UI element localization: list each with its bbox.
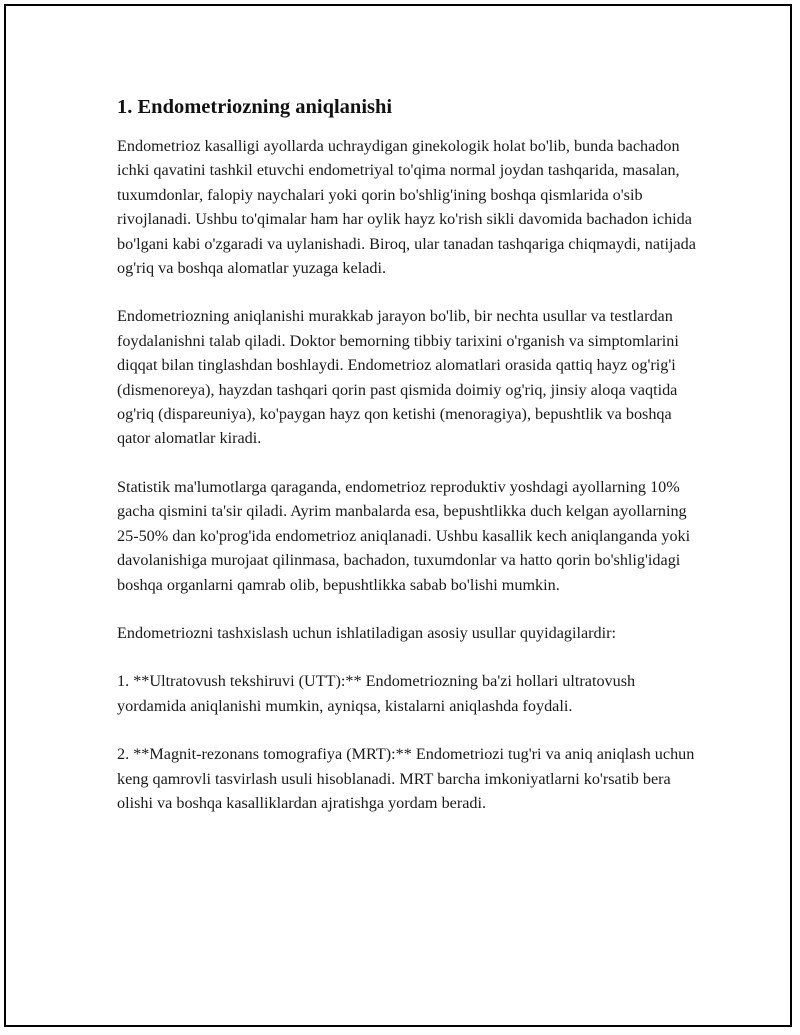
paragraph-diagnosis: Endometriozning aniqlanishi murakkab jarayon bo'lib, bir nechta usullar va testlardan foydalanishni talab qiladi. Doktor bemorning tibbiy tarixini o'rganish va simptomlarini diqqat bilan tinglashdan boshlaydi. Endometrioz alomatlari orasida qattiq hayz og'rig'i (dismenoreya), hayzdan tashqari qorin past qismida doimiy og'riq, jinsiy aloqa vaqtida og'riq (dispareuniya), ko'paygan hayz qon ketishi (menoragiya), bepushtlik va boshqa qator alomatlar kiradi. [117, 307, 679, 448]
paragraph-statistics: Statistik ma'lumotlarga qaraganda, endometrioz reproduktiv yoshdagi ayollarning 10% gacha qismini ta'sir qiladi. Ayrim manbalarda esa, bepushtlikka duch kelgan ayollarning 25-50% dan ko'prog'ida endometrioz aniqlanadi. Ushbu kasallik kech aniqlanganda yoki davolanishiga murojaat qilinmasa, bachadon, tuxumdonlar va hatto qorin bo'shlig'idagi boshqa organlarni qamrab olib, bepushtlikka sabab bo'lishi mumkin. [117, 477, 691, 594]
list-item-mri: 2. **Magnit-rezonans tomografiya (MRT):** Endometriozi tug'ri va aniq aniqlash uchun keng qamrovli tasvirlash usuli hisoblanadi. MRT barcha imkoniyatlarni ko'rsatib bera olishi va boshqa kasalliklardan ajratishga yordam beradi. [117, 745, 695, 812]
paragraph-intro: Endometrioz kasalligi ayollarda uchraydigan ginekologik holat bo'lib, bunda bachadon ichki qavatini tashkil etuvchi endometriyal to'qima normal joydan tashqarida, masalan, tuxumdonlar, falopiy naychalari yoki qorin bo'shlig'ining boshqa qismlarida o'sib rivojlanadi. Ushbu to'qimalar ham har oylik hayz ko'rish sikli davomida bachadon ichida bo'lgani kabi o'zgaradi va uylanishadi. Biroq, ular tanadan tashqariga chiqmaydi, natijada og'riq va boshqa alomatlar yuzaga keladi. [117, 137, 696, 278]
section-heading: 1. Endometriozning aniqlanishi [117, 96, 393, 118]
list-item-ultrasound: 1. **Ultratovush tekshiruvi (UTT):** Endometriozning ba'zi hollari ultratovush yordamida aniqlanishi mumkin, ayniqsa, kistalarni aniqlashda foydali. [117, 672, 636, 715]
document-body [117, 94, 697, 839]
paragraph-methods-intro: Endometriozni tashxislash uchun ishlatiladigan asosiy usullar quyidagilardir: [117, 623, 617, 642]
